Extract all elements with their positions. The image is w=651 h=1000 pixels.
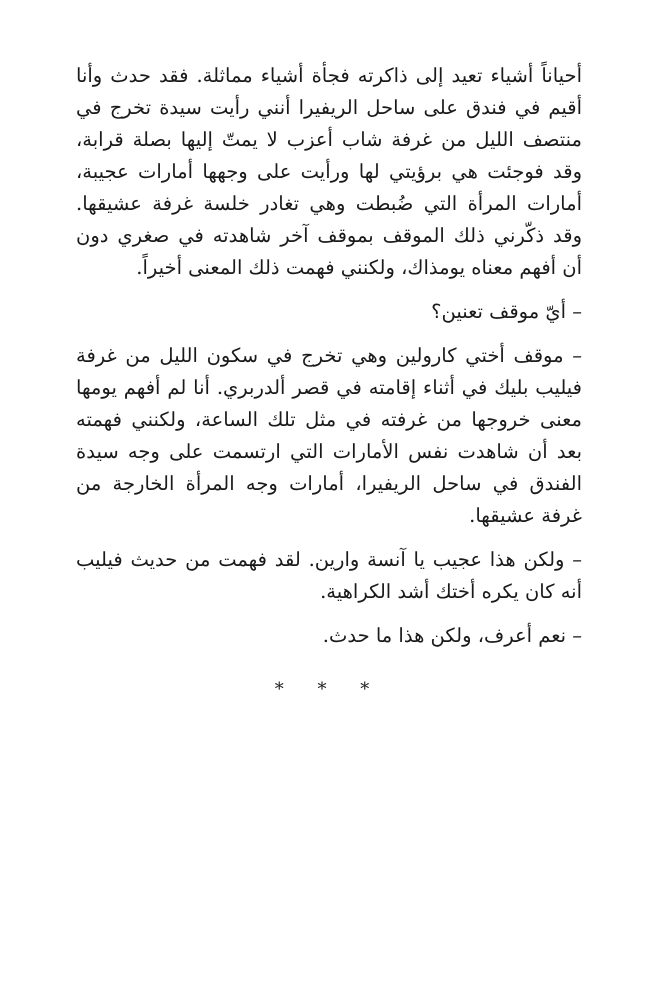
- book-page: [76, 60, 582, 706]
- dialogue-answer: – موقف أختي كارولين وهي تخرج في سكون الليل من غرفة فيليب بليك في أثناء إقامته في قصر ألدربري. أنا لم أفهم يومها معنى خروجها من غرفته في مثل تلك الساعة، ولكنني فهمته بعد أن شاهدت نفس الأمارات التي ارتسمت على وجه سيدة الفندق في ساحل الريفيرا، أمارات وجه المرأة الخارجة من غرفة عشيقها.: [76, 344, 582, 527]
- paragraph-narration: أحياناً أشياء تعيد إلى ذاكرته فجأة أشياء مماثلة. فقد حدث وأنا أقيم في فندق على ساحل الريفيرا أنني رأيت سيدة تخرج في منتصف الليل من غرفة شاب أعزب لا يمتّ إليها بصلة قرابة، وقد فوجئت هي برؤيتي لها ورأيت على وجهها أمارات عجيبة، أمارات المرأة التي ضُبطت وهي تغادر خلسة غرفة عشيقها. وقد ذكّرني ذلك الموقف بموقف آخر شاهدته في صغري دون أن أفهم معناه يومذاك، ولكنني فهمت ذلك المعنى أخيراً.: [76, 64, 582, 279]
- dialogue-final: – نعم أعرف، ولكن هذا ما حدث.: [322, 624, 582, 647]
- dialogue-reply: – ولكن هذا عجيب يا آنسة وارين. لقد فهمت من حديث فيليب أنه كان يكره أختك أشد الكراهية.: [76, 548, 582, 603]
- dialogue-question: – أيّ موقف تعنين؟: [431, 300, 582, 323]
- section-separator: * * *: [274, 679, 384, 700]
